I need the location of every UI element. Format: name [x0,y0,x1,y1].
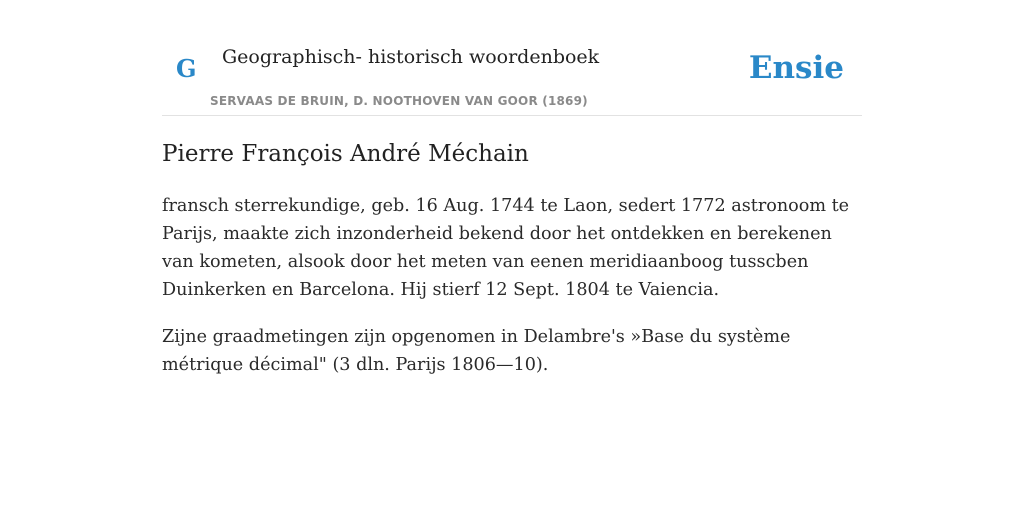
book-header [162,40,862,116]
book-authors: SERVAAS DE BRUIN, D. NOOTHOVEN VAN GOOR (1869) [210,94,588,108]
ensie-logo-link[interactable]: Ensie [748,50,844,86]
entry-content [162,138,862,379]
book-logo-letter[interactable]: G [176,54,197,83]
entry-paragraph: Zijne graadmetingen zijn opgenomen in Delambre's »Base du système métrique décimal" (3 dln. Parijs 1806—10). [162,327,791,375]
book-title[interactable]: Geographisch- historisch woordenboek [222,46,600,68]
entry-paragraph: fransch sterrekundige, geb. 16 Aug. 1744 te Laon, sedert 1772 astronoom te Parijs, maakte zich inzonderheid bekend door het ontdekken en berekenen van kometen, alsook door het meten van eenen meridiaanboog tusscben Duinkerken en Barcelona. Hij stierf 12 Sept. 1804 te Vaiencia. [162,196,850,300]
entry-title: Pierre François André Méchain [162,141,529,167]
